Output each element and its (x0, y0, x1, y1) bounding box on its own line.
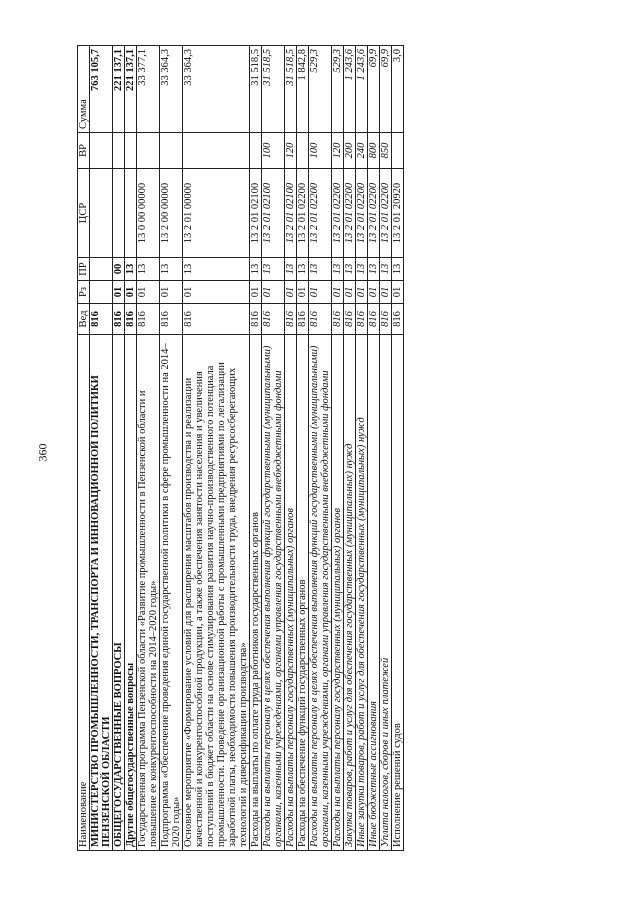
cell-ved: 816 (285, 304, 297, 335)
cell-rz: 01 (309, 281, 332, 304)
cell-csr: 13 2 01 02200 (309, 169, 332, 258)
cell-csr: 13 2 01 02200 (344, 169, 356, 258)
cell-ved: 816 (297, 304, 309, 335)
table-row (90, 46, 113, 851)
cell-name: Расходы на обеспечение функций государственных органов (297, 335, 309, 851)
cell-name: Иные бюджетные ассигнования (368, 335, 380, 851)
cell-pr: 13 (285, 258, 297, 281)
cell-vr: 120 (285, 133, 297, 169)
cell-ved: 816 (125, 304, 137, 335)
header-pr: ПР (78, 258, 90, 281)
cell-sum: 31 518,5 (285, 46, 297, 133)
cell-vr (297, 133, 309, 169)
cell-sum: 221 137,1 (125, 46, 137, 133)
cell-sum: 33 364,3 (183, 46, 250, 133)
cell-name: Расходы на выплаты по оплате труда работников государственных органов (250, 335, 262, 851)
cell-vr (160, 133, 183, 169)
cell-ved: 816 (250, 304, 262, 335)
cell-pr: 13 (344, 258, 356, 281)
cell-csr: 13 2 01 02200 (368, 169, 380, 258)
cell-vr: 800 (368, 133, 380, 169)
cell-name: Другие общегосударственные вопросы (125, 335, 137, 851)
header-vr: ВР (78, 133, 90, 169)
cell-csr: 13 2 01 02100 (250, 169, 262, 258)
table-body (90, 46, 404, 851)
cell-vr (113, 133, 125, 169)
table-row (183, 46, 250, 851)
table-row (380, 46, 392, 851)
cell-vr: 240 (356, 133, 368, 169)
cell-csr: 13 0 00 00000 (137, 169, 160, 258)
cell-csr (125, 169, 137, 258)
cell-ved: 816 (137, 304, 160, 335)
table-row (392, 46, 404, 851)
cell-sum: 33 364,3 (160, 46, 183, 133)
cell-vr (90, 133, 113, 169)
cell-rz: 01 (368, 281, 380, 304)
cell-vr (392, 133, 404, 169)
cell-csr: 13 2 01 00000 (183, 169, 250, 258)
cell-sum: 1 842,8 (297, 46, 309, 133)
cell-ved: 816 (368, 304, 380, 335)
cell-rz: 01 (125, 281, 137, 304)
cell-vr (125, 133, 137, 169)
table-row (368, 46, 380, 851)
cell-rz: 01 (137, 281, 160, 304)
cell-rz: 01 (113, 281, 125, 304)
cell-rz: 01 (262, 281, 285, 304)
cell-pr: 13 (262, 258, 285, 281)
cell-rz: 01 (392, 281, 404, 304)
cell-rz: 01 (285, 281, 297, 304)
cell-csr (90, 169, 113, 258)
cell-pr: 13 (309, 258, 332, 281)
cell-csr: 13 2 00 00000 (160, 169, 183, 258)
table-row (309, 46, 332, 851)
cell-sum: 221 137,1 (113, 46, 125, 133)
cell-sum: 529,3 (332, 46, 344, 133)
header-csr: ЦСР (78, 169, 90, 258)
cell-rz: 01 (356, 281, 368, 304)
header-sum: Сумма (78, 46, 90, 133)
cell-csr: 13 2 01 02200 (380, 169, 392, 258)
cell-pr: 13 (297, 258, 309, 281)
cell-vr (183, 133, 250, 169)
cell-name: Основное мероприятие «Формирование условий для расширения масштабов производства и реализации качественной и конкурентоспособной продукции, а также обеспечения занятости населения и увеличения поступлений в бюджет области на основе стимулирования развития научно-производственного потенциала промышленности. Проведение организационной работы с промышленными предприятиями по легализации заработной платы, необходимости повышения производительности труда, внедрения ресурсосберегающих технологий и диверсификации производства» (183, 335, 250, 851)
cell-pr (90, 258, 113, 281)
cell-csr: 13 2 01 20920 (392, 169, 404, 258)
cell-pr: 13 (125, 258, 137, 281)
cell-pr: 13 (392, 258, 404, 281)
cell-csr (113, 169, 125, 258)
cell-pr: 13 (356, 258, 368, 281)
table-row (113, 46, 125, 851)
table-row (344, 46, 356, 851)
cell-ved: 816 (344, 304, 356, 335)
cell-sum: 69,9 (368, 46, 380, 133)
header-ved: Вед (78, 304, 90, 335)
cell-pr: 13 (183, 258, 250, 281)
cell-sum: 31 518,5 (250, 46, 262, 133)
cell-name: Уплата налогов, сборов и иных платежей (380, 335, 392, 851)
cell-name: Государственная программа Пензенской области «Развитие промышленности в Пензенской области и повышение ее конкурентоспособности на 2014–2020 годы» (137, 335, 160, 851)
table-row (297, 46, 309, 851)
cell-name: Расходы на выплаты персоналу государственных (муниципальных) органов (332, 335, 344, 851)
cell-name: Расходы на выплаты персоналу в целях обеспечения выполнения функций государственными (муниципальными) органами, казенными учреждениями, органами управления государственными внебюджетными фондами (262, 335, 285, 851)
cell-rz: 01 (297, 281, 309, 304)
cell-pr: 13 (368, 258, 380, 281)
cell-pr: 13 (380, 258, 392, 281)
rotated-page-content (77, 46, 617, 851)
cell-pr: 00 (113, 258, 125, 281)
cell-vr: 850 (380, 133, 392, 169)
cell-ved: 816 (356, 304, 368, 335)
cell-ved: 816 (160, 304, 183, 335)
table-row (262, 46, 285, 851)
cell-vr: 200 (344, 133, 356, 169)
cell-rz: 01 (380, 281, 392, 304)
cell-sum: 529,3 (309, 46, 332, 133)
cell-ved: 816 (113, 304, 125, 335)
cell-sum: 763 105,7 (90, 46, 113, 133)
cell-ved: 816 (380, 304, 392, 335)
page-number-text: 360 (35, 443, 50, 462)
cell-pr: 13 (332, 258, 344, 281)
cell-vr (250, 133, 262, 169)
cell-vr (137, 133, 160, 169)
cell-sum: 1 243,6 (344, 46, 356, 133)
cell-name: Исполнение решений судов (392, 335, 404, 851)
cell-name: МИНИСТЕРСТВО ПРОМЫШЛЕННОСТИ, ТРАНСПОРТА И ИННОВАЦИОННОЙ ПОЛИТИКИ ПЕНЗЕНСКОЙ ОБЛАСТИ (90, 335, 113, 851)
cell-ved: 816 (262, 304, 285, 335)
cell-name: Подпрограмма «Обеспечение проведения единой государственной политики в сфере промышленности на 2014–2020 годы» (160, 335, 183, 851)
cell-rz: 01 (250, 281, 262, 304)
cell-pr: 13 (160, 258, 183, 281)
header-rz: Рз (78, 281, 90, 304)
cell-name: Иные закупки товаров, работ и услуг для обеспечения государственных (муниципальных) нужд (356, 335, 368, 851)
cell-name: Закупка товаров, работ и услуг для обеспечения государственных (муниципальных) нужд (344, 335, 356, 851)
cell-csr: 13 2 01 02200 (332, 169, 344, 258)
cell-name: Расходы на выплаты персоналу в целях обеспечения выполнения функций государственными (муниципальными) органами, казенными учреждениями, органами управления государственными внебюджетными фондами (309, 335, 332, 851)
cell-pr: 13 (250, 258, 262, 281)
cell-sum: 3,0 (392, 46, 404, 133)
page-number (36, 0, 50, 905)
table-row (285, 46, 297, 851)
cell-vr: 100 (309, 133, 332, 169)
table-row (356, 46, 368, 851)
table-row (332, 46, 344, 851)
cell-sum: 31 518,5 (262, 46, 285, 133)
cell-rz: 01 (332, 281, 344, 304)
table-header-row (78, 46, 90, 851)
cell-sum: 1 243,6 (356, 46, 368, 133)
cell-rz (90, 281, 113, 304)
cell-ved: 816 (90, 304, 113, 335)
cell-ved: 816 (392, 304, 404, 335)
cell-name: Расходы на выплаты персоналу государственных (муниципальных) органов (285, 335, 297, 851)
cell-csr: 13 2 01 02200 (297, 169, 309, 258)
cell-rz: 01 (160, 281, 183, 304)
cell-csr: 13 2 01 02200 (356, 169, 368, 258)
budget-table (77, 45, 404, 851)
cell-rz: 01 (183, 281, 250, 304)
cell-vr: 100 (262, 133, 285, 169)
cell-ved: 816 (183, 304, 250, 335)
table-row (125, 46, 137, 851)
cell-sum: 69,9 (380, 46, 392, 133)
cell-ved: 816 (332, 304, 344, 335)
cell-csr: 13 2 01 02100 (262, 169, 285, 258)
header-name: Наименование (78, 335, 90, 851)
cell-vr: 120 (332, 133, 344, 169)
table-row (137, 46, 160, 851)
cell-csr: 13 2 01 02100 (285, 169, 297, 258)
table-row (250, 46, 262, 851)
cell-ved: 816 (309, 304, 332, 335)
cell-rz: 01 (344, 281, 356, 304)
table-row (160, 46, 183, 851)
cell-name: ОБЩЕГОСУДАРСТВЕННЫЕ ВОПРОСЫ (113, 335, 125, 851)
cell-pr: 13 (137, 258, 160, 281)
cell-sum: 33 377,1 (137, 46, 160, 133)
